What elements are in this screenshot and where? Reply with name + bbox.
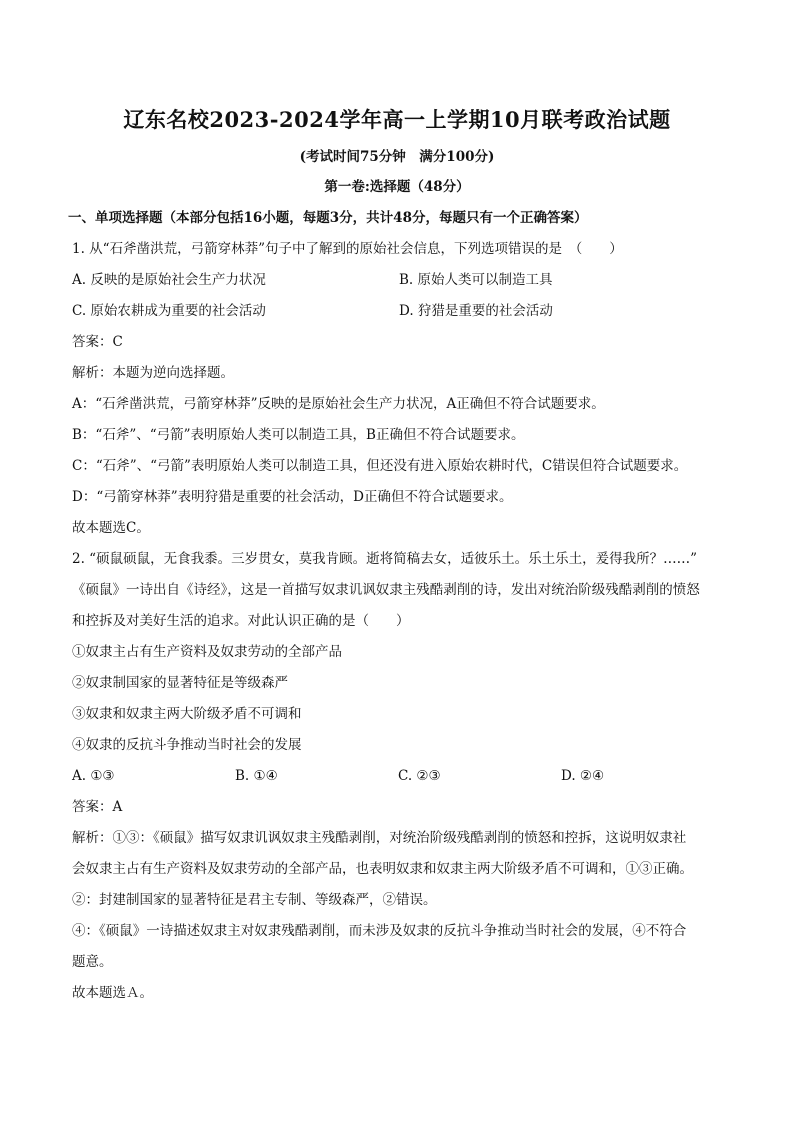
question-1-analysis-d: D：“弓箭穿林莽”表明狩猎是重要的社会活动，D正确但不符合试题要求。 [72,489,513,505]
question-2-stem-line-3: 和控拆及对美好生活的追求。对此认识正确的是（ ） [72,613,410,629]
question-1-option-a: A. 反映的是原始社会生产力状况 [72,272,266,288]
question-1-option-c: C. 原始农耕成为重要的社会活动 [72,303,266,319]
question-1-analysis-b: B：“石斧”、“弓箭”表明原始人类可以制造工具，B正确但不符合试题要求。 [72,427,525,443]
question-2-option-d: D. ②④ [561,768,605,784]
question-2-analysis-line-1: 解析：①③：《硕鼠》描写奴隶讥讽奴隶主残酷剥削，对统治阶级残酷剥削的愤怒和控拆，这说明奴隶社 [72,830,687,846]
question-2-stem-line-1: 2. “硕鼠硕鼠，无食我黍。三岁贯女，莫我肯顾。逝将简稿去女，适彼乐土。乐土乐土，爰得我所？……” [72,551,697,567]
exam-time-info: (考试时间75分钟 满分100分) [299,149,495,165]
question-2-option-b: B. ①④ [235,768,278,784]
question-1-option-d: D. 狩猎是重要的社会活动 [399,303,553,319]
question-2-statement-2: ②奴隶制国家的显著特征是等级森严 [72,675,288,691]
section-heading: 一、单项选择题（本部分包括16小题，每题3分，共计48分，每题只有一个正确答案） [68,210,588,226]
question-1-options-row-2 [72,296,732,327]
question-1-option-b: B. 原始人类可以制造工具 [399,272,553,288]
question-2-conclusion: 故本题选Ａ。 [72,985,153,1001]
question-2-answer: 答案：A [72,799,123,815]
question-2-option-a: A. ①③ [72,768,115,784]
document-body [68,203,732,1009]
question-1-analysis-c: C：“石斧”、“弓箭”表明原始人类可以制造工具，但还没有进入原始农耕时代，C错误但符合试题要求。 [72,458,688,474]
question-1-analysis-intro: 解析：本题为逆向选择题。 [72,365,234,381]
question-2-statement-4: ④奴隶的反抗斗争推动当时社会的发展 [72,737,302,753]
question-2-analysis-line-5: 题意。 [72,954,113,970]
question-2-analysis-line-4: ④：《硕鼠》一诗描述奴隶主对奴隶残酷剥削，而未涉及奴隶的反抗斗争推动当时社会的发展，④不符合 [72,923,687,939]
question-1-analysis-a: A：“石斧凿洪荒，弓箭穿林莽”反映的是原始社会生产力状况，A正确但不符合试题要求。 [72,396,605,412]
question-1-stem: 1. 从“石斧凿洪荒，弓箭穿林莽”句子中了解到的原始社会信息，下列选项错误的是 （ ） [72,241,623,257]
question-2-analysis-line-2: 会奴隶主占有生产资料及奴隶劳动的全部产品，也表明奴隶和奴隶主两大阶级矛盾不可调和，①③正确。 [72,861,693,877]
question-2-option-c: C. ②③ [398,768,441,784]
page-title: 辽东名校2023-2024学年高一上学期10月联考政治试题 [123,107,671,132]
question-2-analysis-line-3: ②：封建制国家的显著特征是君主专制、等级森严，②错误。 [72,892,437,908]
question-2-options [72,761,732,792]
question-1-options-row-1 [72,265,732,296]
question-1-conclusion: 故本题选C。 [72,520,150,536]
question-2-statement-1: ①奴隶主占有生产资料及奴隶劳动的全部产品 [72,644,342,660]
question-1-answer: 答案：C [72,334,123,350]
question-2-stem-line-2: 《硕鼠》一诗出自《诗经》，这是一首描写奴隶讥讽奴隶主残酷剥削的诗，发出对统治阶级残酷剥削的愤怒 [72,582,700,598]
volume-heading: 第一卷:选择题（48分） [324,179,470,195]
question-2-statement-3: ③奴隶和奴隶主两大阶级矛盾不可调和 [72,706,302,722]
